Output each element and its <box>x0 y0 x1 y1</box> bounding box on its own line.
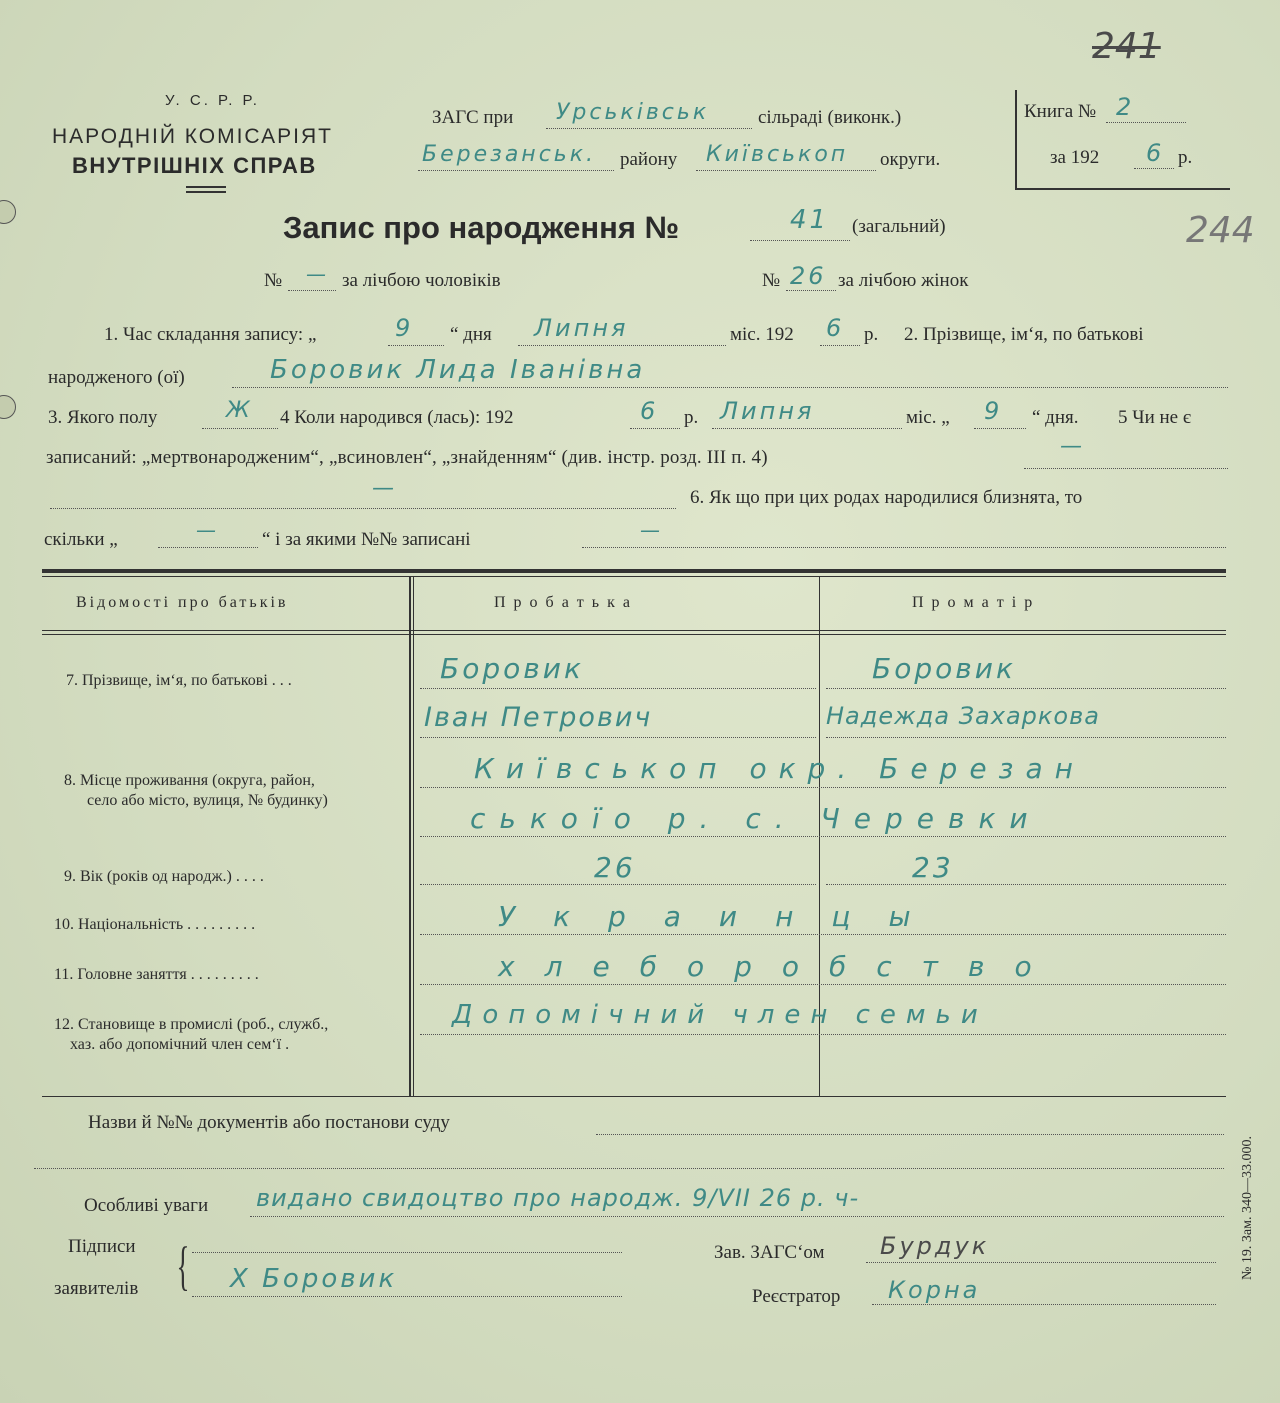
f2-label: 2. Прізвище, ім‘я, по батькові <box>904 324 1144 345</box>
record-number-line <box>750 240 850 241</box>
registrar-label: Реєстратор <box>752 1286 841 1307</box>
notes-value: видано свидоцтво про народж. 9/VII 26 р. ч- <box>256 1184 860 1212</box>
docs-line <box>596 1134 1224 1135</box>
record-title: Запис про народження № <box>283 210 680 245</box>
f6-label: 6. Як що при цих родах народилися близнята, то <box>690 487 1083 508</box>
men-prefix: № <box>264 270 283 291</box>
applicant-line-1 <box>192 1252 622 1253</box>
signatures-label: Підписи <box>68 1236 136 1257</box>
signature-brace: { <box>176 1236 190 1296</box>
book-label: Книга № <box>1024 101 1097 122</box>
f4-mis: міс. „ <box>906 407 950 428</box>
table-line <box>420 688 816 689</box>
book-number-line <box>1106 122 1186 123</box>
father-age: 26 <box>594 851 636 884</box>
f4-year: 6 <box>640 397 659 425</box>
registrar-line <box>872 1304 1216 1305</box>
mother-name: Надежда Захаркова <box>826 702 1100 730</box>
f1-day: 9 <box>395 314 414 342</box>
selrada-line <box>546 128 752 129</box>
rayon-line <box>418 170 614 171</box>
divider <box>186 191 226 193</box>
okruha-value: Київськоп <box>706 142 849 167</box>
selrada-label: сільраді (виконк.) <box>758 107 902 128</box>
record-number: 41 <box>790 205 830 235</box>
occupation: хлеборобство <box>498 950 1062 983</box>
f4-month-line <box>712 428 902 429</box>
table-col-rule-1 <box>409 577 411 1097</box>
notes-line <box>250 1216 1224 1217</box>
row11-label: 11. Головне заняття . . . . . . . . . <box>54 966 259 983</box>
family-status: Допомічний член семьи <box>452 1000 988 1030</box>
f1-year-line <box>820 345 860 346</box>
applicant-signature: Х Боровик <box>230 1264 398 1294</box>
book-year: 6 <box>1146 139 1165 167</box>
f4-dnya: “ дня. <box>1032 407 1079 428</box>
record-general: (загальний) <box>852 216 946 237</box>
f1-label: 1. Час складання запису: „ <box>104 324 317 345</box>
women-label: за лічбою жінок <box>838 270 969 291</box>
docs-line-2 <box>34 1168 1224 1169</box>
f1-day-line <box>388 345 444 346</box>
f4-year-line <box>630 428 680 429</box>
selrada-value: Урськівськ <box>556 100 710 125</box>
f3-label: 3. Якого полу <box>48 407 158 428</box>
f5-value-2: — <box>372 476 397 501</box>
divider <box>186 186 226 188</box>
f4-label: 4 Коли народився (лась): 192 <box>280 407 514 428</box>
okruha-label: округи. <box>880 149 941 170</box>
f4-month: Липня <box>720 397 815 425</box>
women-prefix: № <box>762 270 781 291</box>
women-count-line <box>786 290 836 291</box>
men-label: за лічбою чоловіків <box>342 270 501 291</box>
father-surname: Боровик <box>440 652 584 685</box>
row8-label-1: 8. Місце проживання (округа, район, <box>64 772 315 789</box>
table-top-rule <box>42 569 1226 573</box>
row7-label: 7. Прізвище, ім‘я, по батькові . . . <box>66 672 292 689</box>
archive-number: 241 <box>1092 26 1161 67</box>
zags-head-line <box>866 1262 1216 1263</box>
f2-line <box>232 387 1228 388</box>
book-box-left <box>1015 90 1017 190</box>
residence-line-1: Київськоп окр. Березан <box>474 752 1085 785</box>
table-line <box>420 787 1226 788</box>
rayon-label: району <box>620 149 678 170</box>
table-line <box>420 884 816 885</box>
f1-month: Липня <box>534 314 629 342</box>
col-header-parents: Відомості про батьків <box>76 594 289 611</box>
okruha-line <box>696 170 876 171</box>
table-line <box>826 688 1226 689</box>
f1-year: 6 <box>826 314 845 342</box>
f6-count-line <box>158 547 258 548</box>
row12-label-2: хаз. або допомічний член сем‘ї . <box>70 1036 290 1053</box>
table-line <box>420 737 816 738</box>
book-year-line <box>1134 168 1174 169</box>
row10-label: 10. Національність . . . . . . . . . <box>54 916 256 933</box>
table-line <box>420 934 1226 935</box>
archive-number-right: 244 <box>1186 210 1255 251</box>
f5-label: 5 Чи не є <box>1118 407 1192 428</box>
print-run-info: № 19. Зам. 340—33.000. <box>1240 1136 1255 1280</box>
f5-value: — <box>1060 434 1085 459</box>
punch-hole <box>0 395 16 419</box>
registrar-signature: Корна <box>888 1276 981 1304</box>
row8-label-2: село або місто, вулиця, № будинку) <box>87 792 328 809</box>
men-count-line <box>288 290 336 291</box>
book-box-bottom <box>1015 188 1230 190</box>
f6-value: — <box>640 518 663 542</box>
zags-head-label: Зав. ЗАГС‘ом <box>714 1242 825 1263</box>
applicant-line-2 <box>192 1296 622 1297</box>
zags-head-signature: Бурдук <box>880 1232 990 1260</box>
punch-hole <box>0 200 16 224</box>
f4-day-line <box>974 428 1026 429</box>
mother-age: 23 <box>912 851 954 884</box>
f6-line2a: скільки „ <box>44 529 118 550</box>
table-top-rule-thin <box>42 576 1226 577</box>
mother-surname: Боровик <box>872 652 1016 685</box>
zags-prefix: ЗАГС при <box>432 107 514 128</box>
table-line <box>826 737 1226 738</box>
table-line <box>420 1034 1226 1035</box>
f1-mis: міс. 192 <box>730 324 794 345</box>
f2-label-2: народженого (ої) <box>48 367 185 388</box>
docs-label: Назви й №№ документів або постанови суду <box>88 1112 450 1133</box>
women-count: 26 <box>790 262 827 290</box>
f4-day: 9 <box>984 397 1003 425</box>
table-bottom-rule <box>42 1096 1226 1097</box>
f1-dnya: “ дня <box>450 324 492 345</box>
applicants-label: заявителів <box>54 1278 139 1299</box>
f6-count: — <box>196 518 219 542</box>
f4-r: р. <box>684 407 699 428</box>
notes-label: Особливі уваги <box>84 1195 209 1216</box>
table-line <box>420 836 1226 837</box>
header-commissariat: НАРОДНІЙ КОМІСАРІЯТ <box>52 125 333 148</box>
table-header-rule-2 <box>42 634 1226 635</box>
table-header-rule <box>42 630 1226 631</box>
row12-label-1: 12. Становище в промислі (роб., служб., <box>54 1016 329 1033</box>
row9-label: 9. Вік (років од нарoдж.) . . . . <box>64 868 264 885</box>
f6-line <box>582 547 1226 548</box>
f1-month-line <box>518 345 726 346</box>
table-col-rule-1b <box>413 577 414 1097</box>
header-internal-affairs: ВНУТРІШНІХ СПРАВ <box>72 153 317 178</box>
book-year-suffix: р. <box>1178 147 1193 168</box>
nationality: Украинцы <box>498 900 949 933</box>
f1-r: р. <box>864 324 879 345</box>
f6-line2b: “ і за якими №№ записані <box>262 529 471 550</box>
table-line <box>420 984 1226 985</box>
header-ussr: У. С. Р. Р. <box>165 92 260 109</box>
col-header-father: П р о б а т ь к а <box>494 594 632 611</box>
col-header-mother: П р о м а т і р <box>912 594 1035 611</box>
residence-line-2: ськоїо р. с. Черевки <box>470 802 1042 835</box>
f3-value: Ж <box>226 398 253 423</box>
f3-line <box>202 428 278 429</box>
table-line <box>826 884 1226 885</box>
father-name: Іван Петрович <box>424 702 653 733</box>
book-year-prefix: за 192 <box>1050 147 1100 168</box>
f5-line2: записаний: „мертвонародженим“, „всиновлен“, „знайденням“ (див. інстр. розд. III п. 4) <box>46 447 768 468</box>
f5-line <box>1024 468 1228 469</box>
men-count: — <box>306 262 329 286</box>
book-number: 2 <box>1116 93 1135 121</box>
rayon-value: Березанськ. <box>422 142 597 167</box>
child-name: Боровик Лида Іванівна <box>270 355 646 385</box>
f5-line-2 <box>50 508 676 509</box>
